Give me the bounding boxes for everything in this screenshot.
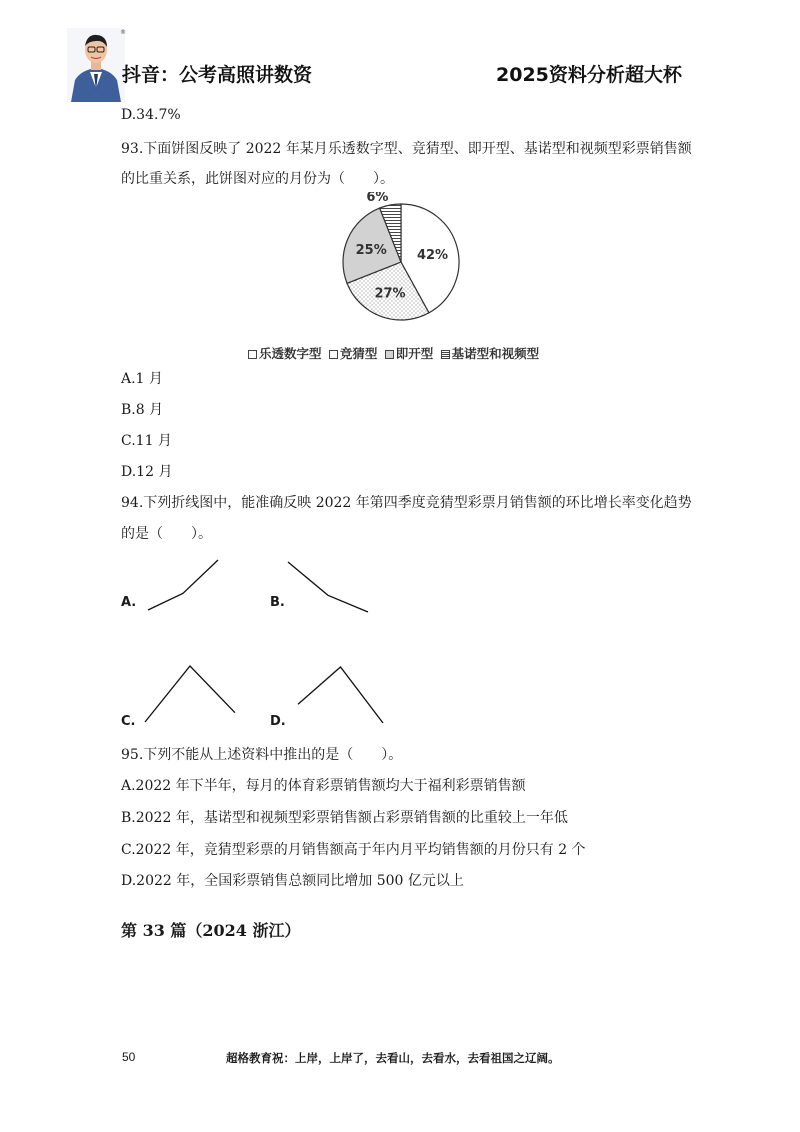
q95-option-b: B.2022 年，基诺型和视频型彩票销售额占彩票销售额的比重较上一年低: [121, 810, 568, 826]
pie-slice-label: 6%: [366, 192, 389, 206]
option-d-trend-line: [298, 667, 383, 723]
legend-swatch-stripes-icon: [441, 350, 450, 359]
q94-option-a-label: A.: [121, 595, 137, 610]
pie-legend: [248, 344, 539, 362]
option-b-trend-line: [288, 562, 368, 612]
pie-slice-label: 25%: [355, 243, 387, 259]
option-a-trend-line: [148, 560, 218, 610]
q94-option-c-label: C.: [121, 714, 136, 729]
header-left-title: 抖音：公考高照讲数资: [122, 64, 313, 86]
legend-label: 基诺型和视频型: [451, 346, 540, 361]
prev-option: D.34.7%: [121, 107, 181, 123]
q93-option-d: D.12 月: [121, 464, 173, 480]
page-number: 50: [122, 1050, 136, 1064]
q93-option-b: B.8 月: [121, 402, 164, 418]
legend-label: 即开型: [395, 346, 434, 361]
q94-option-d-label: D.: [270, 714, 286, 729]
registered-mark-icon: ®: [120, 29, 126, 36]
q95-option-d: D.2022 年，全国彩票销售总额同比增加 500 亿元以上: [121, 873, 464, 889]
q94-stem-line1: 94.下列折线图中，能准确反映 2022 年第四季度竞猜型彩票月销售额的环比增长率变化趋势: [121, 495, 692, 511]
footer-motto: 超格教育祝：上岸，上岸了，去看山，去看水，去看祖国之辽阔。: [226, 1051, 560, 1065]
legend-label: 乐透数字型: [259, 346, 322, 361]
pie-chart: [331, 192, 471, 332]
pie-slice-label: 42%: [416, 247, 449, 263]
legend-swatch-blank-icon: [248, 350, 257, 359]
header-right-title: 2025资料分析超大杯: [496, 64, 682, 86]
avatar: [67, 28, 125, 102]
legend-item-quiz: [329, 346, 378, 361]
legend-label: 竞猜型: [339, 346, 378, 361]
q95-stem: 95.下列不能从上述资料中推出的是（ ）。: [121, 747, 403, 763]
q95-option-c: C.2022 年，竞猜型彩票的月销售额高于年内月平均销售额的月份只有 2 个: [121, 842, 586, 858]
q93-option-a: A.1 月: [121, 371, 163, 387]
option-c-trend-line: [145, 666, 235, 722]
legend-item-instant: [385, 346, 434, 361]
q94-stem-line2: 的是（ ）。: [121, 526, 212, 542]
legend-item-lotto: [248, 346, 322, 361]
legend-swatch-gray-icon: [385, 350, 394, 359]
pie-slice-label: 27%: [374, 286, 406, 302]
q95-option-a: A.2022 年下半年，每月的体育彩票销售额均大于福利彩票销售额: [121, 778, 526, 794]
section-title: 第 33 篇（2024 浙江）: [121, 921, 301, 940]
legend-item-keno-video: [441, 346, 540, 361]
q94-option-b-label: B.: [270, 595, 285, 610]
q94-option-d-line-chart: [293, 662, 388, 728]
q94-option-c-line-chart: [140, 661, 240, 727]
q94-option-b-line-chart: [283, 557, 373, 617]
q93-stem-line2: 的比重关系，此饼图对应的月份为（ ）。: [121, 171, 394, 187]
q93-option-c: C.11 月: [121, 433, 172, 449]
q93-stem-line1: 93.下面饼图反映了 2022 年某月乐透数字型、竞猜型、即开型、基诺型和视频型彩票销售额: [121, 141, 692, 157]
legend-swatch-dots-icon: [329, 350, 338, 359]
q94-option-a-line-chart: [143, 555, 223, 615]
